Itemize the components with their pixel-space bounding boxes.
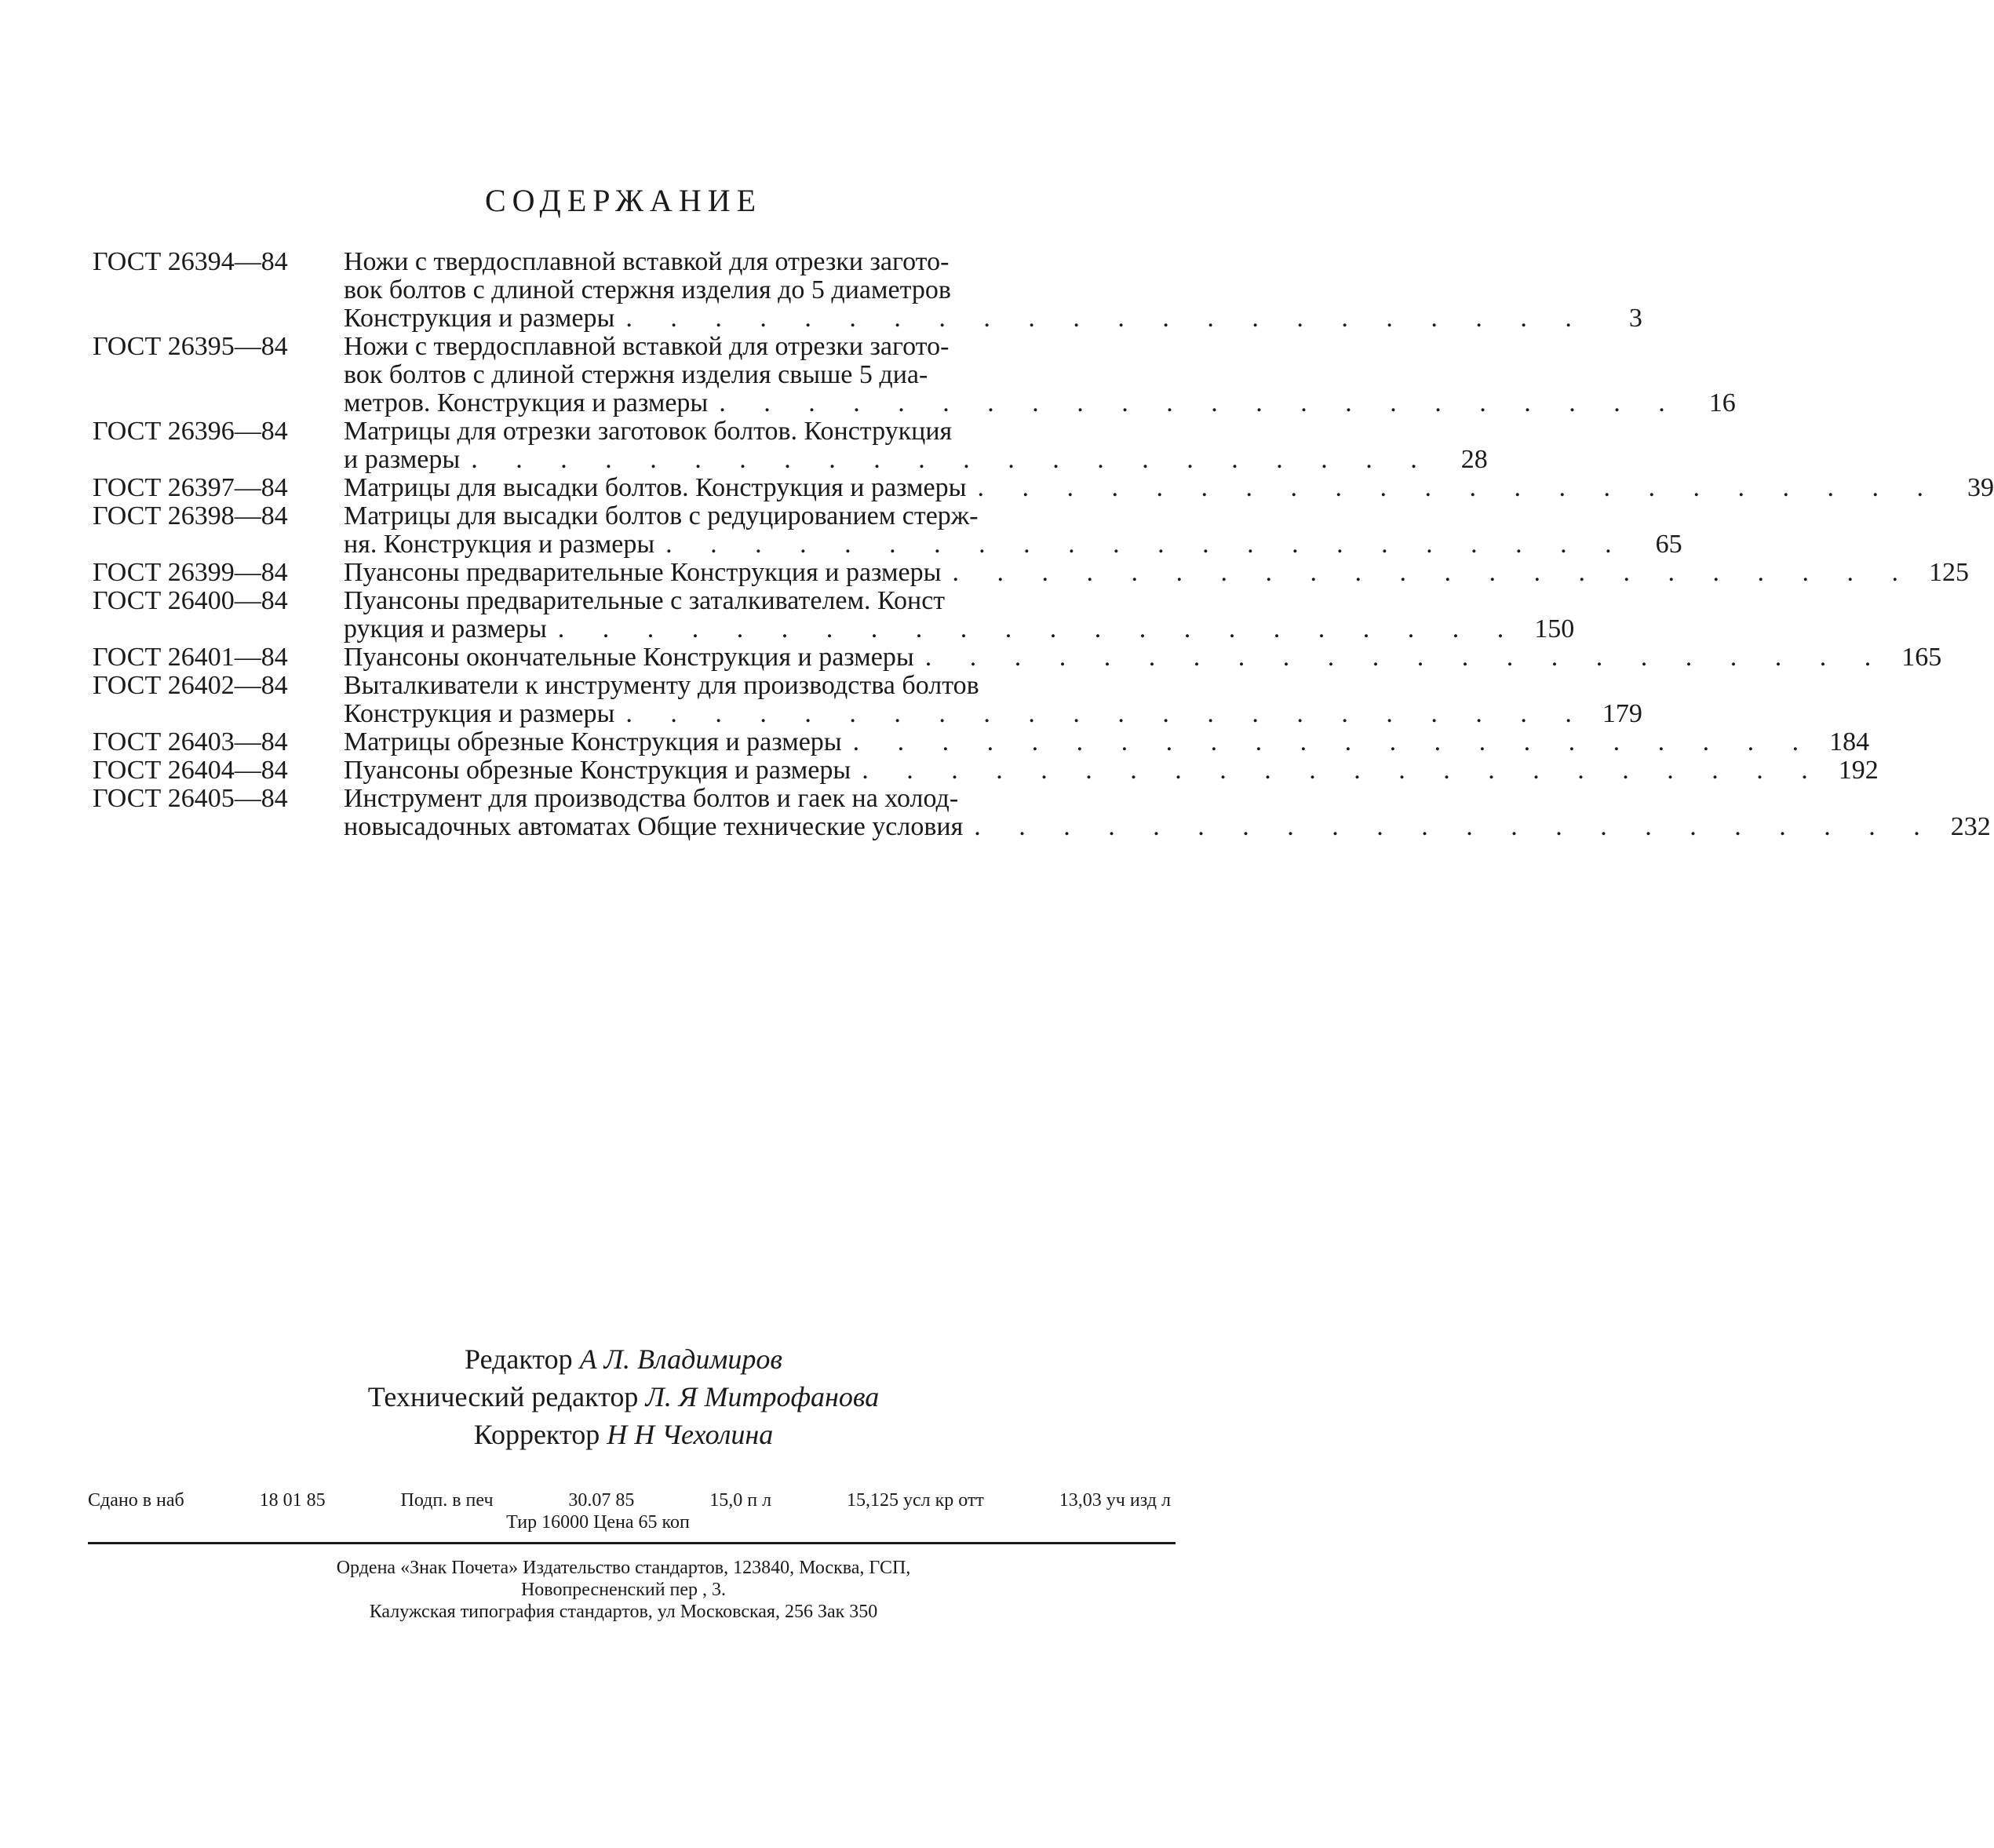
toc-entry-text: вок болтов с длиной стержня изделия до 5 диаметров	[344, 275, 951, 304]
publisher-line-2: Новопресненский пер , 3.	[520, 1580, 727, 1600]
toc-entry-line	[344, 417, 1488, 446]
toc-entry	[93, 247, 1642, 333]
toc-entry	[93, 501, 1682, 559]
imprint-field: 18 01 85	[259, 1490, 326, 1511]
imprint-field: 15,125 усл кр отт	[846, 1490, 984, 1511]
toc-page-number: 16	[1708, 388, 1736, 417]
toc-entry-text: Матрицы для отрезки заготовок болтов. Конструкция	[344, 417, 953, 446]
toc-entry-text: Матрицы обрезные Конструкция и размеры	[344, 727, 842, 756]
toc-leader-dots: . . . . . . . . . . . . . . . . . . . . . .	[625, 304, 1588, 333]
imprint-field: 15,0 п л	[709, 1490, 772, 1511]
toc-entry	[93, 671, 1642, 728]
toc-page-number: 150	[1534, 614, 1575, 643]
toc-page-spacer	[1681, 333, 1736, 361]
imprint-field: Подп. в печ	[400, 1490, 494, 1511]
toc-standard-code: ГОСТ 26398—84	[93, 501, 288, 530]
toc-page-number: 179	[1602, 699, 1642, 728]
credit-role: Технический редактор	[367, 1381, 639, 1412]
toc-entry-text: Конструкция и размеры	[344, 304, 615, 333]
publisher-line-3: Калужская типография стандартов, ул Московская, 256 Зак 350	[369, 1602, 878, 1622]
toc-page-spacer	[1681, 361, 1736, 389]
toc-entry-text: ня. Конструкция и размеры	[344, 530, 655, 559]
toc-page-number: 28	[1460, 445, 1488, 474]
toc-page-number: 65	[1655, 530, 1682, 559]
toc-entry-text: вок болтов с длиной стержня изделия свыше 5 диа-	[344, 360, 928, 389]
toc-page-spacer	[1519, 587, 1574, 615]
toc-entry-line	[344, 389, 1736, 417]
credit-name: Л. Я Митрофанова	[645, 1381, 880, 1412]
toc-leader-dots: . . . . . . . . . . . . . . . . . . . . . .	[719, 388, 1681, 417]
toc-entry-body	[344, 417, 1488, 474]
toc-entry	[93, 558, 1969, 587]
credit-line	[0, 1378, 1247, 1416]
page-title: СОДЕРЖАНИЕ	[484, 183, 763, 218]
toc-standard-code: ГОСТ 26401—84	[93, 643, 288, 672]
toc-entry-text: Выталкиватели к инструменту для производства болтов	[344, 671, 979, 700]
toc-page-spacer	[1936, 785, 1991, 813]
toc-entry-line	[344, 502, 1682, 530]
toc-entry-line	[344, 559, 1969, 587]
toc-standard-code: ГОСТ 26397—84	[93, 473, 288, 502]
toc-entry	[93, 756, 1879, 785]
toc-entry-line	[344, 672, 1642, 700]
toc-entry-text: Матрицы для высадки болтов с редуцированием стерж-	[344, 501, 979, 530]
toc-standard-code: ГОСТ 26400—84	[93, 586, 288, 615]
toc-entry-line	[344, 474, 1994, 502]
toc-standard-code: ГОСТ 26402—84	[93, 671, 288, 700]
toc-entry-line	[344, 446, 1488, 474]
toc-page-number: 39	[1967, 473, 1994, 502]
toc-page-spacer	[1433, 417, 1488, 446]
toc-entry-text: метров. Конструкция и размеры	[344, 388, 709, 417]
toc-entry-body	[344, 333, 1736, 417]
toc-entry-text: Инструмент для производства болтов и гаек на холод-	[344, 784, 959, 813]
toc-entry-line	[344, 700, 1642, 728]
toc-page-number: 192	[1838, 756, 1879, 785]
toc-entry-line	[344, 785, 1991, 813]
toc-entry-line	[344, 304, 1642, 333]
imprint	[88, 1489, 1171, 1533]
toc-standard-code: ГОСТ 26404—84	[93, 756, 288, 785]
toc-entry-line	[344, 530, 1682, 559]
toc-entry-text: Пуансоны предварительные с заталкивателем. Конст	[344, 586, 946, 615]
toc-entry-text: новысадочных автоматах Общие технические условия	[344, 812, 964, 841]
toc-entry	[93, 727, 1870, 756]
toc-leader-dots: . . . . . . . . . . . . . . . . . . . . . .	[557, 614, 1520, 643]
toc-entry-body	[344, 728, 1869, 756]
toc-entry-body	[344, 672, 1642, 728]
toc-entry-text: Ножи с твердосплавной вставкой для отрезки загото-	[344, 332, 950, 361]
imprint-line-1	[88, 1489, 1171, 1511]
imprint-field: Сдано в наб	[88, 1490, 184, 1511]
toc-page-number: 232	[1950, 812, 1991, 841]
toc-page-spacer	[1588, 248, 1642, 276]
toc-entry	[93, 784, 1991, 841]
toc-entry-body	[344, 785, 1991, 841]
toc-entry-body	[344, 502, 1682, 559]
toc-leader-dots: . . . . . . . . . . . . . . . . . . . . . .	[924, 643, 1887, 672]
toc-leader-dots: . . . . . . . . . . . . . . . . . . . . . .	[952, 558, 1914, 587]
toc-entry-text: рукция и размеры	[344, 614, 547, 643]
toc-entry-line	[344, 587, 1574, 615]
credits	[0, 1340, 1247, 1453]
toc-standard-code: ГОСТ 26394—84	[93, 247, 288, 276]
toc-entry	[93, 473, 1994, 502]
toc-entry-line	[344, 333, 1736, 361]
toc-leader-dots: . . . . . . . . . . . . . . . . . . . . . .	[471, 445, 1433, 474]
toc-entry-body	[344, 248, 1642, 333]
imprint-line-2: Тир 16000 Цена 65 коп	[506, 1512, 690, 1533]
toc-entry-text: Пуансоны обрезные Конструкция и размеры	[344, 756, 851, 785]
toc-entry-text: Матрицы для высадки болтов. Конструкция и размеры	[344, 473, 967, 502]
toc-entry-body	[344, 559, 1969, 587]
publisher-info	[0, 1557, 1247, 1623]
toc-entry	[93, 643, 1942, 672]
toc-standard-code: ГОСТ 26396—84	[93, 417, 288, 446]
toc-entry-line	[344, 361, 1736, 389]
toc-leader-dots: . . . . . . . . . . . . . . . . . . . . . .	[852, 727, 1815, 756]
credit-name: Н Н Чехолина	[607, 1419, 774, 1450]
toc-entry	[93, 417, 1488, 474]
toc-page-number: 165	[1901, 643, 1942, 672]
credit-line	[0, 1340, 1247, 1378]
toc-entry-line	[344, 813, 1991, 841]
toc-leader-dots: . . . . . . . . . . . . . . . . . . . . . .	[974, 812, 1936, 841]
table-of-contents	[93, 247, 1994, 841]
publisher-line-1: Ордена «Знак Почета» Издательство стандартов, 123840, Москва, ГСП,	[336, 1558, 911, 1578]
toc-entry	[93, 332, 1736, 417]
toc-page-spacer	[1588, 276, 1642, 304]
toc-entry	[93, 586, 1575, 643]
toc-entry-text: Ножи с твердосплавной вставкой для отрезки загото-	[344, 247, 950, 276]
divider	[88, 1542, 1176, 1544]
toc-entry-line	[344, 248, 1642, 276]
imprint-field: 13,03 уч изд л	[1059, 1490, 1171, 1511]
credit-role: Корректор	[473, 1419, 600, 1450]
toc-page-spacer	[1628, 502, 1682, 530]
toc-standard-code: ГОСТ 26403—84	[93, 727, 288, 756]
toc-entry-text: Конструкция и размеры	[344, 699, 615, 728]
toc-entry-line	[344, 615, 1574, 643]
toc-entry-body	[344, 587, 1574, 643]
toc-entry-line	[344, 728, 1869, 756]
credit-role: Редактор	[465, 1343, 573, 1375]
toc-entry-text: Пуансоны окончательные Конструкция и размеры	[344, 643, 914, 672]
toc-page-number: 125	[1928, 558, 1969, 587]
toc-leader-dots: . . . . . . . . . . . . . . . . . . . . . .	[625, 699, 1588, 728]
toc-entry-line	[344, 756, 1879, 785]
credit-line	[0, 1416, 1247, 1453]
toc-page-number: 184	[1829, 727, 1870, 756]
toc-page-number: 3	[1628, 304, 1642, 333]
toc-entry-line	[344, 643, 1941, 672]
toc-leader-dots: . . . . . . . . . . . . . . . . . . . . . .	[977, 473, 1939, 502]
toc-standard-code: ГОСТ 26399—84	[93, 558, 288, 587]
toc-entry-body	[344, 474, 1994, 502]
toc-entry-body	[344, 756, 1879, 785]
toc-standard-code: ГОСТ 26405—84	[93, 784, 288, 813]
toc-entry-body	[344, 643, 1941, 672]
toc-leader-dots: . . . . . . . . . . . . . . . . . . . . . .	[862, 756, 1824, 785]
imprint-field: 30.07 85	[568, 1490, 635, 1511]
toc-page-spacer	[1588, 672, 1642, 700]
toc-standard-code: ГОСТ 26395—84	[93, 332, 288, 361]
toc-entry-line	[344, 276, 1642, 304]
toc-entry-text: и размеры	[344, 445, 461, 474]
credit-name: А Л. Владимиров	[579, 1343, 782, 1375]
toc-leader-dots: . . . . . . . . . . . . . . . . . . . . . .	[665, 530, 1628, 559]
toc-entry-text: Пуансоны предварительные Конструкция и размеры	[344, 558, 942, 587]
